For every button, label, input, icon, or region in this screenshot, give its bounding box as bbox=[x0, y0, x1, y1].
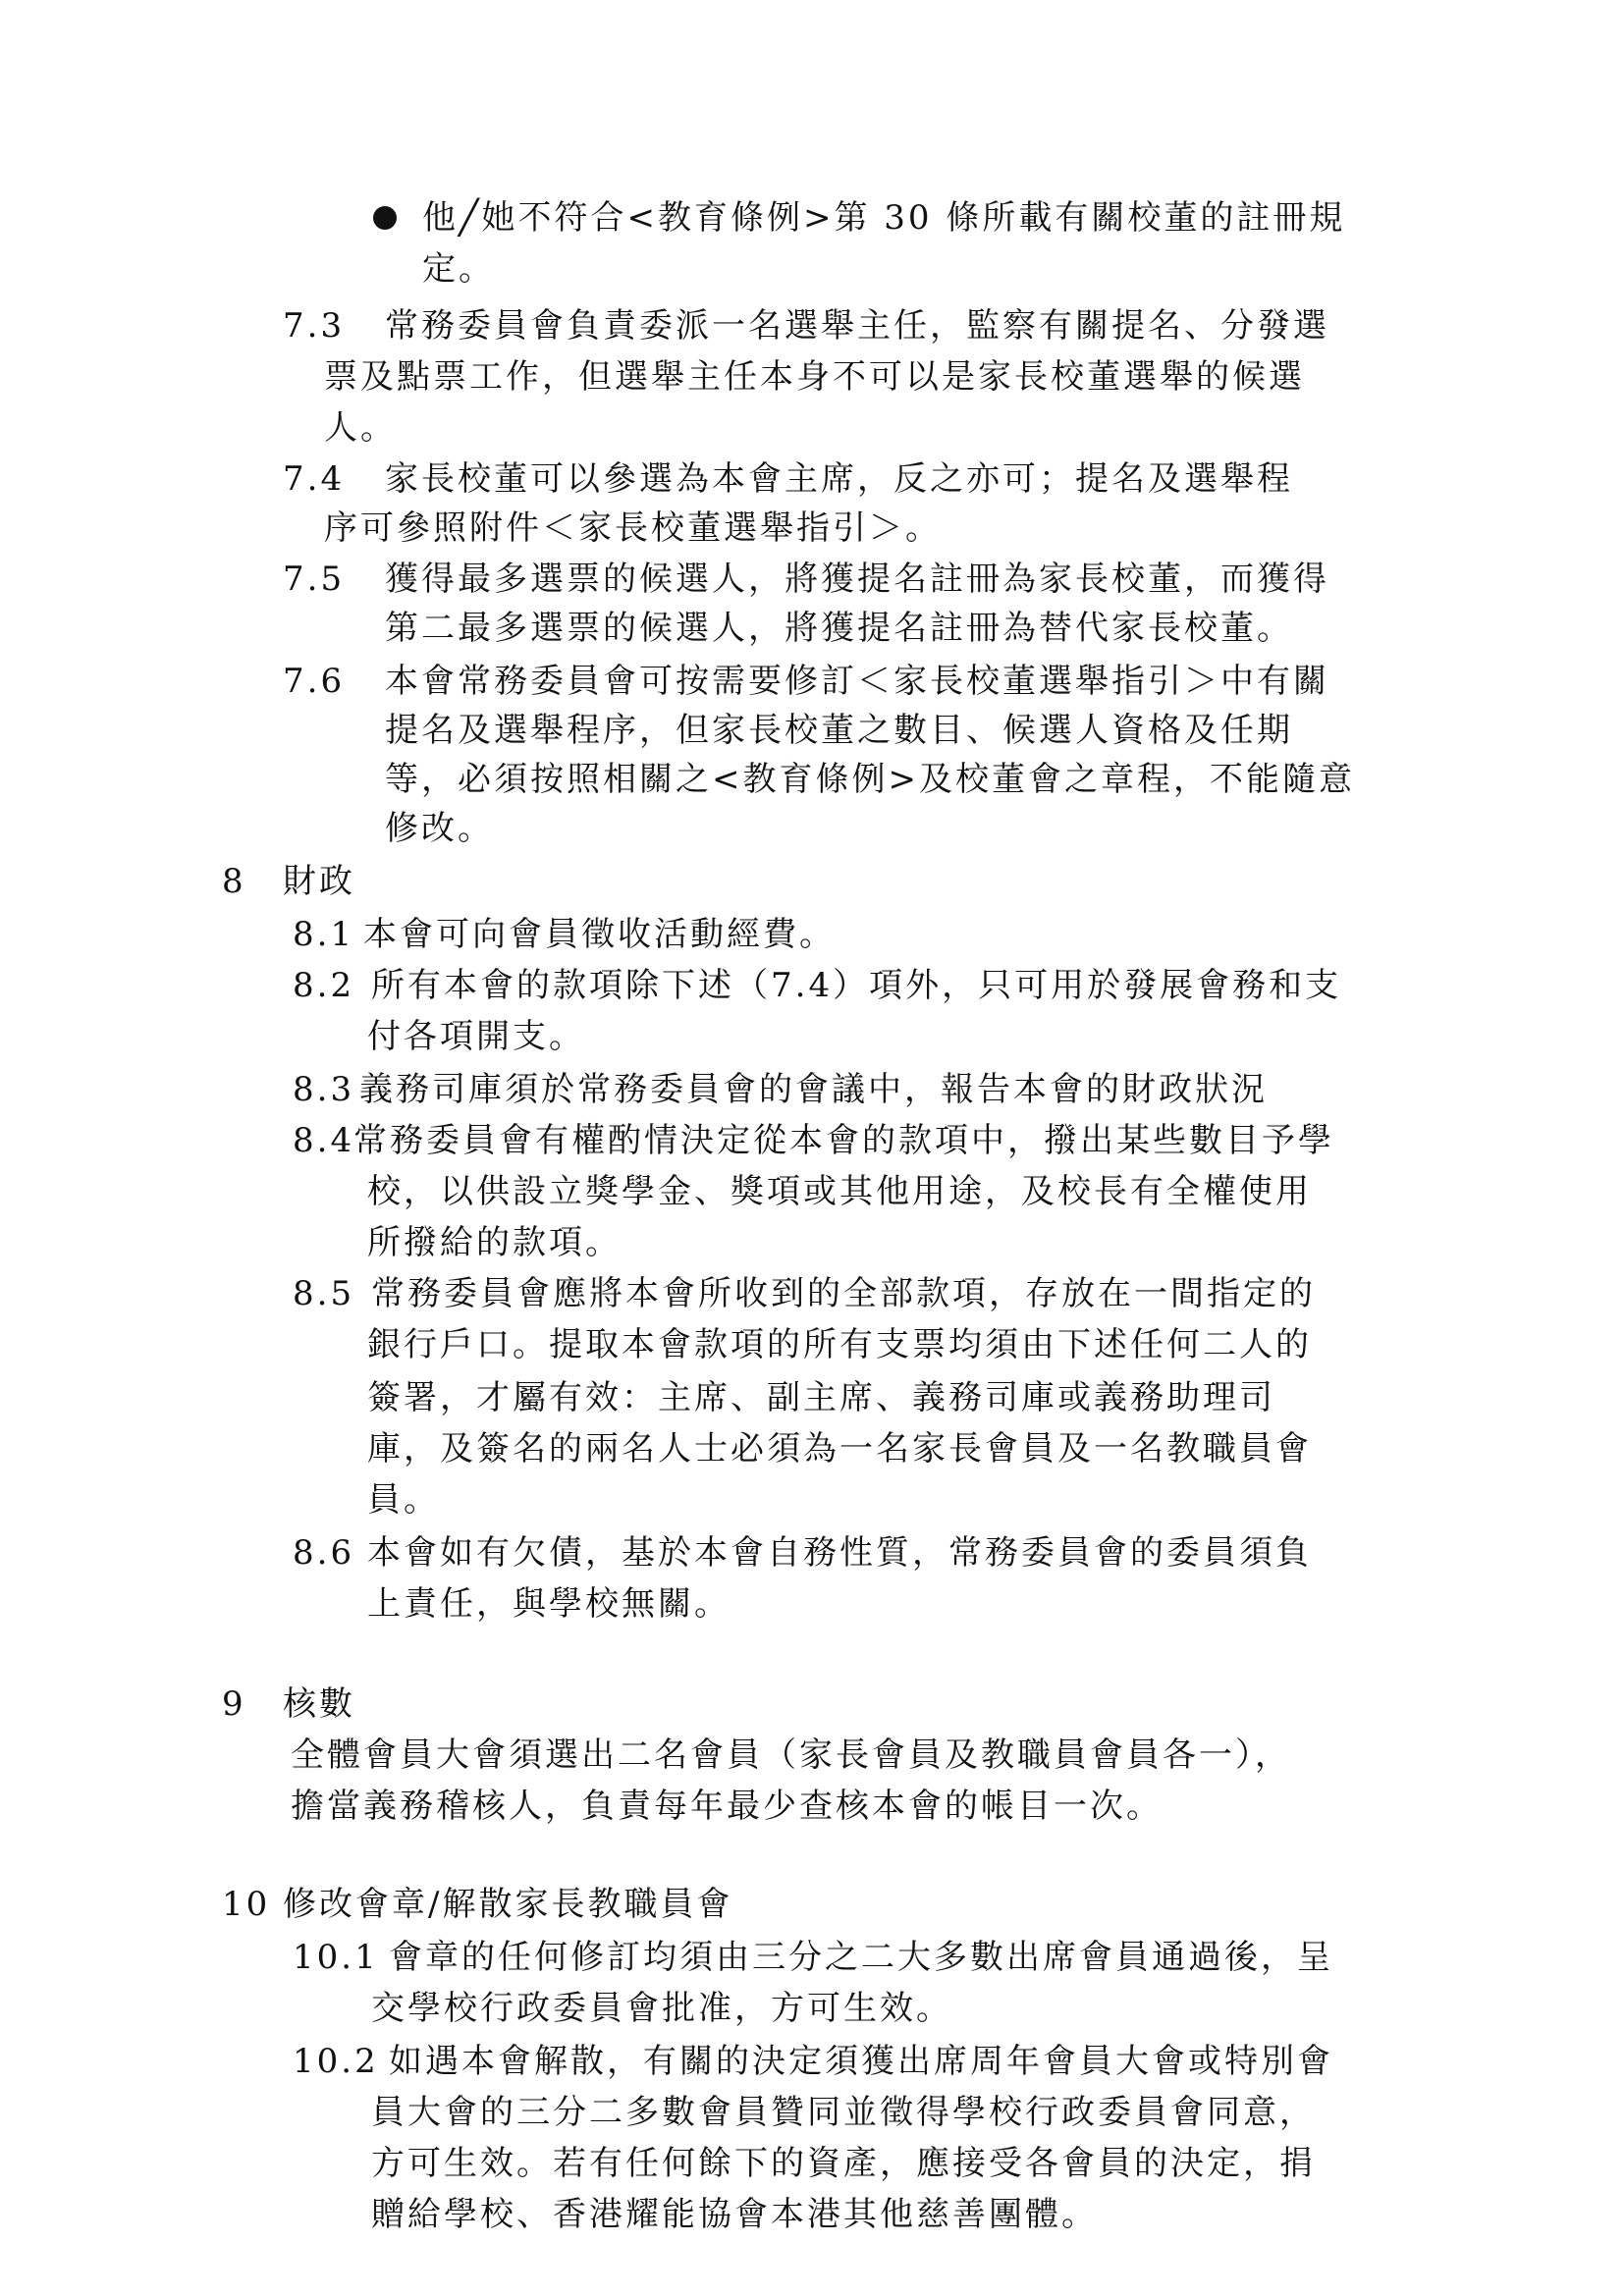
clause-8-5-line-4: 庫，及簽名的兩名人士必須為一名家長會員及一名教職員會 bbox=[367, 1429, 1312, 1468]
section-8-title: 財政 bbox=[283, 862, 355, 901]
clause-7-4-number: 7.4 bbox=[283, 459, 346, 499]
clause-7-5-line-1: 獲得最多選票的候選人，將獲提名註冊為家長校董，而獲得 bbox=[385, 560, 1329, 599]
clause-8-5-line-2: 銀行戶口。提取本會款項的所有支票均須由下述任何二人的 bbox=[367, 1325, 1312, 1364]
clause-7-6-line-1: 本會常務委員會可按需要修訂＜家長校董選舉指引＞中有關 bbox=[385, 662, 1329, 701]
clause-7-6-line-3: 等，必須按照相關之<教育條例>及校董會之章程，不能隨意 bbox=[385, 760, 1355, 799]
clause-7-5-line-2: 第二最多選票的候選人，將獲提名註冊為替代家長校董。 bbox=[385, 609, 1293, 648]
bullet-line-2: 定。 bbox=[422, 249, 495, 289]
clause-8-5-line-3: 簽署，才屬有效：主席、副主席、義務司庫或義務助理司 bbox=[367, 1378, 1275, 1417]
clause-7-4-line-1: 家長校董可以參選為本會主席，反之亦可；提名及選舉程 bbox=[385, 459, 1293, 499]
clause-8-4-line-1: 常務委員會有權酌情決定從本會的款項中，撥出某些數目予學 bbox=[353, 1121, 1334, 1160]
clause-10-1-line-1: 會章的任何修訂均須由三分之二大多數出席會員通過後，呈 bbox=[389, 1938, 1333, 1977]
section-10-number: 10 bbox=[222, 1885, 271, 1924]
clause-10-1-number: 10.1 bbox=[293, 1938, 379, 1977]
clause-8-3-number: 8.3 bbox=[293, 1070, 355, 1109]
section-10-title: 修改會章/解散家長教職員會 bbox=[283, 1885, 733, 1924]
clause-7-3-line-3: 人。 bbox=[324, 408, 397, 448]
clause-10-2-line-3: 方可生效。若有任何餘下的資產，應接受各會員的決定，捐 bbox=[371, 2144, 1316, 2183]
clause-8-5-line-1: 常務委員會應將本會所收到的全部款項，存放在一間指定的 bbox=[371, 1274, 1316, 1313]
clause-7-6-number: 7.6 bbox=[283, 662, 346, 701]
clause-8-5-line-5: 員。 bbox=[367, 1480, 440, 1520]
clause-7-6-line-2: 提名及選舉程序，但家長校董之數目、候選人資格及任期 bbox=[385, 711, 1293, 750]
clause-8-2-line-1: 所有本會的款項除下述（7.4）項外，只可用於發展會務和支 bbox=[371, 966, 1342, 1005]
clause-8-4-number: 8.4 bbox=[293, 1121, 355, 1160]
clause-8-6-line-1: 本會如有欠債，基於本會自務性質，常務委員會的委員須負 bbox=[367, 1533, 1312, 1573]
clause-8-5-number: 8.5 bbox=[293, 1274, 355, 1313]
clause-8-6-number: 8.6 bbox=[293, 1533, 355, 1573]
clause-8-4-line-2: 校，以供設立獎學金、獎項或其他用途，及校長有全權使用 bbox=[367, 1172, 1312, 1211]
clause-10-1-line-2: 交學校行政委員會批准，方可生效。 bbox=[371, 1989, 952, 2028]
section-9-number: 9 bbox=[222, 1684, 246, 1724]
section-8-number: 8 bbox=[222, 862, 246, 901]
clause-7-4-line-2: 序可參照附件＜家長校董選舉指引＞。 bbox=[324, 508, 942, 548]
clause-10-2-number: 10.2 bbox=[293, 2042, 379, 2081]
clause-7-3-number: 7.3 bbox=[283, 306, 346, 346]
clause-8-1-number: 8.1 bbox=[293, 915, 355, 954]
clause-7-3-line-2: 票及點票工作，但選舉主任本身不可以是家長校董選舉的候選 bbox=[324, 357, 1305, 397]
clause-8-6-line-2: 上責任，與學校無關。 bbox=[367, 1584, 731, 1624]
clause-10-2-line-1: 如遇本會解散，有關的決定須獲出席周年會員大會或特別會 bbox=[389, 2042, 1333, 2081]
clause-7-3-line-1: 常務委員會負責委派一名選舉主任，監察有關提名、分發選 bbox=[385, 306, 1329, 346]
section-9-line-1: 全體會員大會須選出二名會員（家長會員及教職員會員各一）， bbox=[291, 1735, 1291, 1775]
section-9-title: 核數 bbox=[283, 1684, 355, 1724]
clause-7-5-number: 7.5 bbox=[283, 560, 346, 599]
bullet-line-1: 他╱她不符合<教育條例>第 30 條所載有關校董的註冊規 bbox=[422, 198, 1346, 238]
clause-7-6-line-4: 修改。 bbox=[385, 809, 494, 848]
clause-8-2-line-2: 付各項開支。 bbox=[367, 1017, 585, 1056]
clause-8-1-line-1: 本會可向會員徵收活動經費。 bbox=[363, 915, 836, 954]
clause-8-3-line-1: 義務司庫須於常務委員會的會議中，報告本會的財政狀況 bbox=[359, 1070, 1268, 1109]
clause-8-4-line-3: 所撥給的款項。 bbox=[367, 1223, 622, 1262]
clause-8-2-number: 8.2 bbox=[293, 966, 355, 1005]
clause-10-2-line-2: 員大會的三分二多數會員贊同並徵得學校行政委員會同意， bbox=[371, 2093, 1316, 2132]
bullet-icon bbox=[373, 206, 397, 230]
clause-10-2-line-4: 贈給學校、香港耀能協會本港其他慈善團體。 bbox=[371, 2195, 1098, 2234]
section-9-line-2: 擔當義務稽核人，負責每年最少查核本會的帳目一次。 bbox=[291, 1787, 1163, 1826]
